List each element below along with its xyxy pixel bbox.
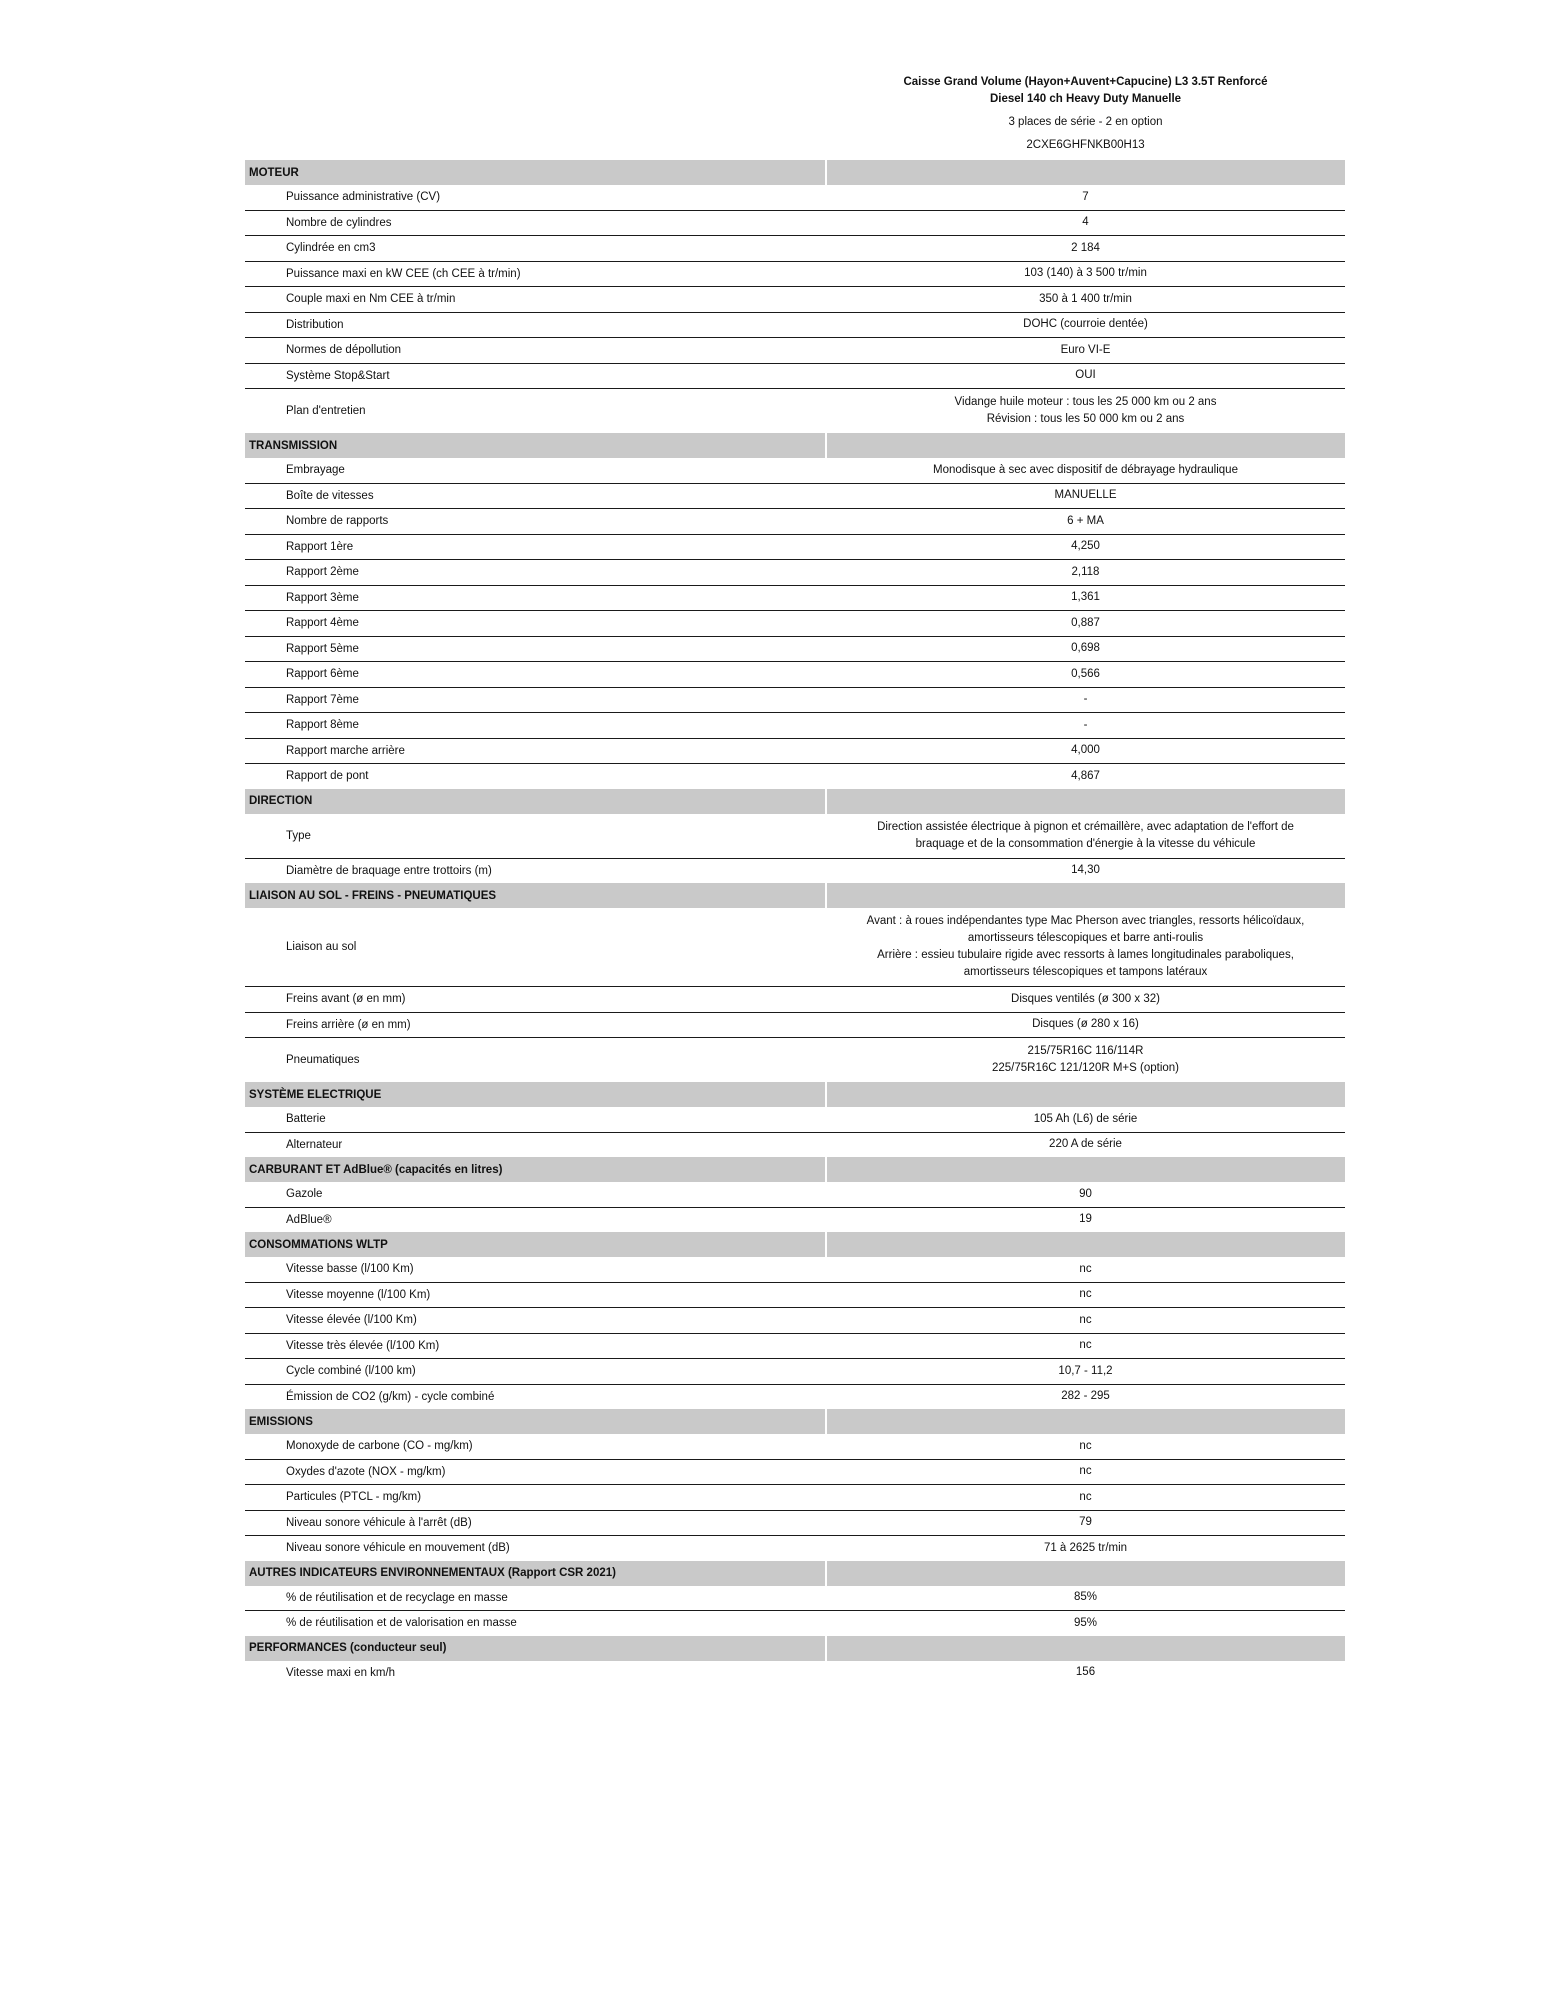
vehicle-header: [826, 74, 1345, 154]
spec-value: 156: [1075, 1666, 1096, 1679]
section-header: [245, 1082, 1345, 1107]
spec-label: Rapport 1ère: [245, 534, 826, 560]
spec-value: nc: [826, 1485, 1345, 1511]
spec-value: 1,361: [826, 585, 1345, 611]
spec-row: [245, 1182, 1345, 1207]
spec-row: [245, 1586, 1345, 1611]
spec-row: [245, 713, 1345, 739]
section-title: CARBURANT ET AdBlue® (capacités en litres): [245, 1157, 826, 1182]
spec-row: [245, 363, 1345, 389]
spec-value: Avant : à roues indépendantes type Mac Pherson avec triangles, ressorts hélicoïdaux, amortisseurs télescopiques et barre anti-roulis Arrière : essieu tubulaire rigide avec ressorts à lames longitudinales paraboliques, amortisseurs télescopiques et tampons latéraux: [826, 908, 1345, 987]
spec-row: [245, 1333, 1345, 1359]
spec-value: nc: [826, 1308, 1345, 1334]
spec-value: 85%: [826, 1586, 1345, 1611]
spec-label: Vitesse très élevée (l/100 Km): [245, 1333, 826, 1359]
spec-value: Vidange huile moteur : tous les 25 000 km ou 2 ans Révision : tous les 50 000 km ou 2 ans: [954, 396, 1217, 425]
spec-label: Freins arrière (ø en mm): [245, 1012, 826, 1038]
spec-row: [245, 662, 1345, 688]
spec-row: [245, 1012, 1345, 1038]
vehicle-title-line2: Diesel 140 ch Heavy Duty Manuelle: [989, 93, 1182, 105]
spec-value: nc: [826, 1434, 1345, 1459]
spec-value: 4,250: [826, 534, 1345, 560]
spec-value: -: [826, 713, 1345, 739]
vehicle-title-line1: Caisse Grand Volume (Hayon+Auvent+Capucine) L3 3.5T Renforcé: [903, 76, 1268, 88]
spec-label: Gazole: [245, 1182, 826, 1207]
spec-label: Pneumatiques: [286, 1054, 360, 1066]
spec-row: [245, 611, 1345, 637]
spec-table: [245, 160, 1345, 1685]
section-title: EMISSIONS: [245, 1409, 826, 1434]
spec-label: Nombre de rapports: [245, 509, 826, 535]
section-header-fill: [826, 1561, 1345, 1586]
spec-value: nc: [826, 1257, 1345, 1282]
spec-row: [245, 509, 1345, 535]
section-header-fill: [826, 1232, 1345, 1257]
spec-label: Rapport 7ème: [245, 687, 826, 713]
spec-row: [245, 1459, 1345, 1485]
spec-label: Oxydes d'azote (NOX - mg/km): [245, 1459, 826, 1485]
version-code: 2CXE6GHFNKB00H13: [1026, 139, 1145, 151]
spec-label: Rapport de pont: [286, 770, 369, 783]
spec-label: Liaison au sol: [245, 908, 826, 987]
section-title: SYSTÈME ELECTRIQUE: [245, 1082, 826, 1107]
spec-value: 6 + MA: [826, 509, 1345, 535]
spec-value: 95%: [1073, 1616, 1098, 1629]
section-header: [245, 789, 1345, 814]
section-header-fill: [826, 433, 1345, 458]
spec-label: Embrayage: [245, 458, 826, 483]
spec-label: Monoxyde de carbone (CO - mg/km): [245, 1434, 826, 1459]
spec-label: AdBlue®: [286, 1213, 332, 1226]
spec-row: [245, 210, 1345, 236]
seats-info: 3 places de série - 2 en option: [1008, 116, 1163, 128]
spec-value: nc: [826, 1459, 1345, 1485]
spec-value: 103 (140) à 3 500 tr/min: [826, 261, 1345, 287]
spec-row: [245, 908, 1345, 987]
spec-row: [245, 1207, 1345, 1232]
spec-value: 0,566: [826, 662, 1345, 688]
spec-value: 4: [826, 210, 1345, 236]
spec-label: Puissance maxi en kW CEE (ch CEE à tr/min): [245, 261, 826, 287]
spec-row: [245, 1038, 1345, 1083]
spec-row: [245, 1282, 1345, 1308]
spec-value: MANUELLE: [826, 483, 1345, 509]
spec-value: 105 Ah (L6) de série: [826, 1107, 1345, 1132]
spec-row: [245, 1107, 1345, 1132]
spec-row: [245, 1308, 1345, 1334]
section-header-fill: [826, 1082, 1345, 1107]
section-title: PERFORMANCES (conducteur seul): [245, 1636, 826, 1661]
spec-value: 7: [826, 185, 1345, 210]
spec-label: Rapport 5ème: [245, 636, 826, 662]
spec-row: [245, 1536, 1345, 1561]
spec-label: Normes de dépollution: [245, 338, 826, 364]
spec-row: [245, 560, 1345, 586]
spec-value: 19: [1079, 1213, 1092, 1226]
spec-value: 4,000: [826, 738, 1345, 764]
spec-label: Alternateur: [286, 1138, 343, 1151]
spec-value: -: [826, 687, 1345, 713]
section-header-fill: [826, 883, 1345, 908]
spec-sheet: [245, 74, 1345, 1685]
spec-row: [245, 987, 1345, 1013]
section-title: CONSOMMATIONS WLTP: [245, 1232, 826, 1257]
spec-value: OUI: [826, 363, 1345, 389]
spec-row: [245, 483, 1345, 509]
spec-row: [245, 312, 1345, 338]
spec-label: Diamètre de braquage entre trottoirs (m): [286, 864, 492, 877]
spec-label: Système Stop&Start: [245, 363, 826, 389]
section-title: MOTEUR: [245, 160, 826, 185]
spec-value: Monodisque à sec avec dispositif de débrayage hydraulique: [826, 458, 1345, 483]
spec-value: 79: [826, 1510, 1345, 1536]
spec-label: Couple maxi en Nm CEE à tr/min: [245, 287, 826, 313]
spec-label: Émission de CO2 (g/km) - cycle combiné: [286, 1390, 495, 1403]
section-title: LIAISON AU SOL - FREINS - PNEUMATIQUES: [245, 883, 826, 908]
section-header-fill: [826, 160, 1345, 185]
spec-row: [245, 287, 1345, 313]
spec-label: Freins avant (ø en mm): [245, 987, 826, 1013]
spec-label: Niveau sonore véhicule en mouvement (dB): [286, 1542, 510, 1555]
spec-label: Rapport 3ème: [245, 585, 826, 611]
spec-label: Rapport 8ème: [245, 713, 826, 739]
spec-value: Direction assistée électrique à pignon et crémaillère, avec adaptation de l'effort de braquage et de la consommation d'énergie à la vitesse du véhicule: [826, 814, 1345, 859]
spec-row: [245, 1359, 1345, 1385]
spec-label: Plan d'entretien: [286, 405, 366, 417]
spec-row: [245, 585, 1345, 611]
spec-label: Niveau sonore véhicule à l'arrêt (dB): [245, 1510, 826, 1536]
spec-row: [245, 738, 1345, 764]
spec-label: Vitesse maxi en km/h: [286, 1666, 396, 1679]
section-header: [245, 433, 1345, 458]
spec-row: [245, 1257, 1345, 1282]
spec-value: 90: [826, 1182, 1345, 1207]
spec-row: [245, 458, 1345, 483]
spec-value: 350 à 1 400 tr/min: [826, 287, 1345, 313]
spec-label: Vitesse élevée (l/100 Km): [245, 1308, 826, 1334]
spec-value: Euro VI-E: [826, 338, 1345, 364]
spec-label: Distribution: [245, 312, 826, 338]
spec-row: [245, 534, 1345, 560]
spec-value: Disques (ø 280 x 16): [826, 1012, 1345, 1038]
spec-value: 0,887: [826, 611, 1345, 637]
spec-row: [245, 1661, 1345, 1686]
spec-label: Cycle combiné (l/100 km): [245, 1359, 826, 1385]
section-header: [245, 883, 1345, 908]
section-title: DIRECTION: [245, 789, 826, 814]
spec-row: [245, 1485, 1345, 1511]
spec-label: % de réutilisation et de valorisation en masse: [286, 1617, 517, 1630]
section-header-fill: [826, 1636, 1345, 1661]
spec-value: nc: [826, 1282, 1345, 1308]
spec-value: DOHC (courroie dentée): [826, 312, 1345, 338]
section-header-fill: [826, 789, 1345, 814]
spec-row: [245, 1132, 1345, 1157]
spec-row: [245, 389, 1345, 434]
spec-value: 14,30: [1071, 864, 1100, 877]
spec-label: Batterie: [245, 1107, 826, 1132]
spec-value: 2,118: [826, 560, 1345, 586]
spec-row: [245, 1611, 1345, 1636]
section-header: [245, 160, 1345, 185]
spec-row: [245, 636, 1345, 662]
spec-label: Rapport 2ème: [245, 560, 826, 586]
section-header: [245, 1409, 1345, 1434]
spec-label: Rapport 4ème: [245, 611, 826, 637]
section-header: [245, 1157, 1345, 1182]
section-header: [245, 1636, 1345, 1661]
section-header-fill: [826, 1157, 1345, 1182]
spec-row: [245, 858, 1345, 883]
spec-value: 10,7 - 11,2: [826, 1359, 1345, 1385]
section-title: TRANSMISSION: [245, 433, 826, 458]
spec-label: Type: [245, 814, 826, 859]
section-title: AUTRES INDICATEURS ENVIRONNEMENTAUX (Rapport CSR 2021): [245, 1561, 826, 1586]
spec-row: [245, 687, 1345, 713]
spec-label: Vitesse moyenne (l/100 Km): [245, 1282, 826, 1308]
spec-label: Boîte de vitesses: [245, 483, 826, 509]
section-header-fill: [826, 1409, 1345, 1434]
spec-value: 4,867: [1071, 769, 1100, 782]
spec-value: 71 à 2625 tr/min: [1043, 1541, 1128, 1554]
spec-label: % de réutilisation et de recyclage en masse: [245, 1586, 826, 1611]
spec-value: nc: [826, 1333, 1345, 1359]
section-header: [245, 1232, 1345, 1257]
spec-row: [245, 1510, 1345, 1536]
spec-label: Nombre de cylindres: [245, 210, 826, 236]
spec-value: 215/75R16C 116/114R 225/75R16C 121/120R M+S (option): [992, 1045, 1179, 1074]
spec-label: Particules (PTCL - mg/km): [245, 1485, 826, 1511]
spec-label: Cylindrée en cm3: [245, 236, 826, 262]
spec-value: 220 A de série: [1049, 1138, 1122, 1151]
spec-row: [245, 236, 1345, 262]
spec-row: [245, 1384, 1345, 1409]
spec-row: [245, 185, 1345, 210]
spec-value: 0,698: [826, 636, 1345, 662]
spec-value: 282 - 295: [1061, 1390, 1110, 1403]
spec-label: Rapport marche arrière: [245, 738, 826, 764]
spec-row: [245, 261, 1345, 287]
spec-value: 2 184: [826, 236, 1345, 262]
spec-row: [245, 338, 1345, 364]
spec-label: Puissance administrative (CV): [245, 185, 826, 210]
spec-label: Rapport 6ème: [245, 662, 826, 688]
spec-row: [245, 1434, 1345, 1459]
spec-value: Disques ventilés (ø 300 x 32): [826, 987, 1345, 1013]
spec-row: [245, 814, 1345, 859]
spec-row: [245, 764, 1345, 789]
section-header: [245, 1561, 1345, 1586]
spec-label: Vitesse basse (l/100 Km): [245, 1257, 826, 1282]
